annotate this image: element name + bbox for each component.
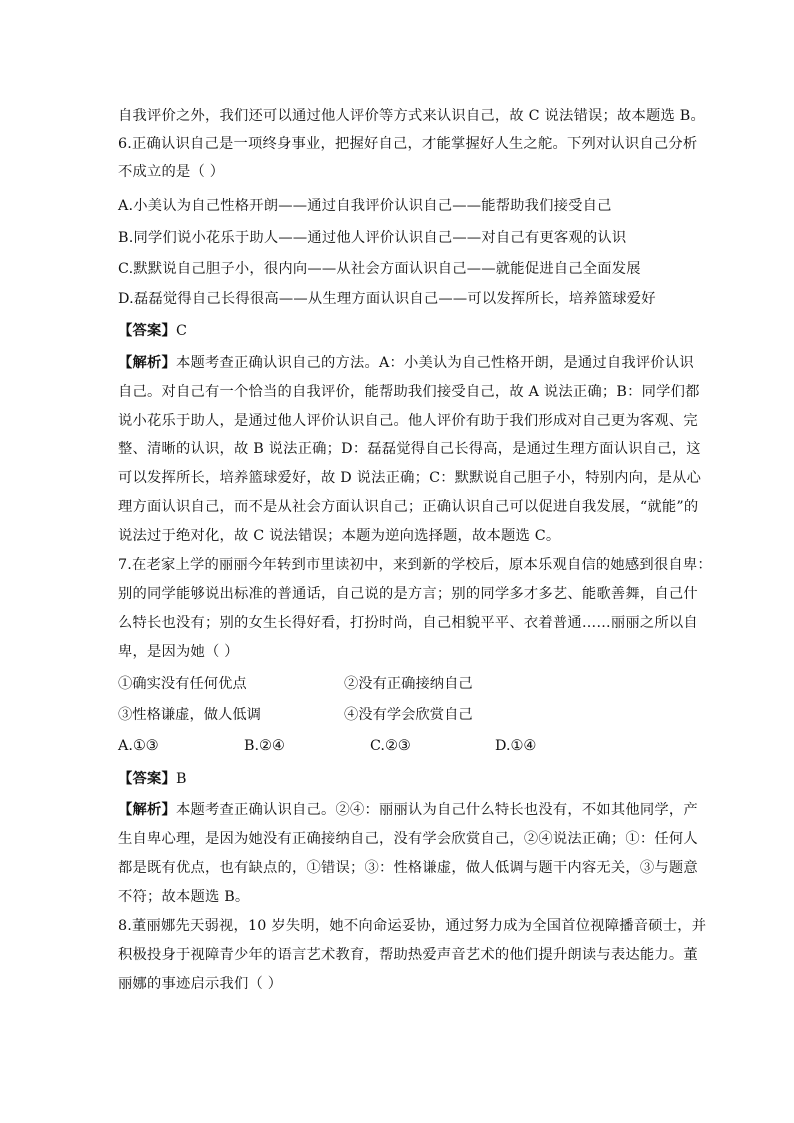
q8-stem-line-2: 积极投身于视障青少年的语言艺术教育，帮助热爱声音艺术的他们提升朗读与表达能力。董 <box>118 947 698 963</box>
q6-analysis-line-4: 整、清晰的认识，故 B 说法正确；D：磊磊觉得自己长得高，是通过生理方面认识自己，这 <box>118 441 701 457</box>
analysis-text: 本题考查正确认识自己的方法。A：小美认为自己性格开朗，是通过自我评价认识 <box>176 355 694 371</box>
q6-analysis-line-2: 自己。对自己有一个恰当的自我评价，能帮助我们接受自己，故 A 说法正确；B：同学们都 <box>118 384 700 400</box>
analysis-text: 本题考查正确认识自己。②④：丽丽认为自己什么特长也没有，不如其他同学，产 <box>176 802 698 818</box>
q7-statement-1: ①确实没有任何优点 <box>118 676 247 692</box>
q6-analysis-line-7: 说法过于绝对化，故 C 说法错误；本题为逆向选择题，故本题选 C。 <box>118 528 561 544</box>
q7-option-d: D.①④ <box>495 738 537 754</box>
prev-analysis-line: 自我评价之外，我们还可以通过他人评价等方式来认识自己，故 C 说法错误；故本题选 B。 <box>118 108 705 124</box>
q6-option-c: C.默默说自己胆子小，很内向——从社会方面认识自己——就能促进自己全面发展 <box>118 261 641 277</box>
answer-tag: 【答案】 <box>118 323 176 339</box>
q7-answer <box>118 769 187 789</box>
q6-stem-line-1: 6.正确认识自己是一项终身事业，把握好自己，才能掌握好人生之舵。下列对认识自己分析 <box>118 136 698 152</box>
q7-option-c: C.②③ <box>370 738 411 754</box>
q6-option-b: B.同学们说小花乐于助人——通过他人评价认识自己——对自己有更客观的认识 <box>118 230 627 246</box>
q6-analysis-line-1 <box>118 353 694 373</box>
q6-answer <box>118 321 187 341</box>
analysis-tag: 【解析】 <box>118 355 176 371</box>
q7-stem-line-2: 别的同学能够说出标准的普通话，自己说的是方言；别的同学多才多艺、能歌善舞，自己什 <box>118 586 698 602</box>
answer-value: B <box>176 771 187 787</box>
q6-option-d: D.磊磊觉得自己长得很高——从生理方面认识自己——可以发挥所长，培养篮球爱好 <box>118 291 656 307</box>
q7-stem-line-3: 么特长也没有；别的女生长得好看，打扮时尚，自己相貌平平、衣着普通……丽丽之所以自 <box>118 615 698 631</box>
q7-analysis-line-2: 生自卑心理，是因为她没有正确接纳自己，没有学会欣赏自己，②④说法正确；①：任何人 <box>118 831 698 847</box>
q7-statement-2: ②没有正确接纳自己 <box>344 676 473 692</box>
q7-analysis-line-4: 不符；故本题选 B。 <box>118 889 250 905</box>
q8-stem-line-3: 丽娜的事迹启示我们（ ） <box>118 976 283 992</box>
q7-analysis-line-1 <box>118 800 698 820</box>
answer-value: C <box>176 323 188 339</box>
q6-stem-line-2: 不成立的是（ ） <box>118 164 225 180</box>
q8-stem-line-1: 8.董丽娜先天弱视，10 岁失明，她不向命运妥协，通过努力成为全国首位视障播音硕士，并 <box>118 918 707 934</box>
answer-tag: 【答案】 <box>118 771 176 787</box>
q7-stem-line-4: 卑，是因为她（ ） <box>118 644 239 660</box>
q7-analysis-line-3: 都是既有优点，也有缺点的，①错误；③：性格谦虚，做人低调与题干内容无关，③与题意 <box>118 860 698 876</box>
q7-statement-3: ③性格谦虚，做人低调 <box>118 707 261 723</box>
q7-stem-line-1: 7.在老家上学的丽丽今年转到市里读初中，来到新的学校后，原本乐观自信的她感到很自卑： <box>118 557 712 573</box>
q6-option-a: A.小美认为自己性格开朗——通过自我评价认识自己——能帮助我们接受自己 <box>118 198 612 214</box>
q7-option-a: A.①③ <box>118 738 159 754</box>
q6-analysis-line-6: 理方面认识自己，而不是从社会方面认识自己；正确认识自己可以促进自我发展，“就能”的 <box>118 499 699 515</box>
q7-statement-4: ④没有学会欣赏自己 <box>344 707 473 723</box>
q6-analysis-line-3: 说小花乐于助人，是通过他人评价认识自己。他人评价有助于我们形成对自己更为客观、完 <box>118 413 698 429</box>
q6-analysis-line-5: 可以发挥所长，培养篮球爱好，故 D 说法正确；C：默默说自己胆子小，特别内向，是从心 <box>118 470 702 486</box>
analysis-tag: 【解析】 <box>118 802 176 818</box>
q7-option-b: B.②④ <box>244 738 285 754</box>
